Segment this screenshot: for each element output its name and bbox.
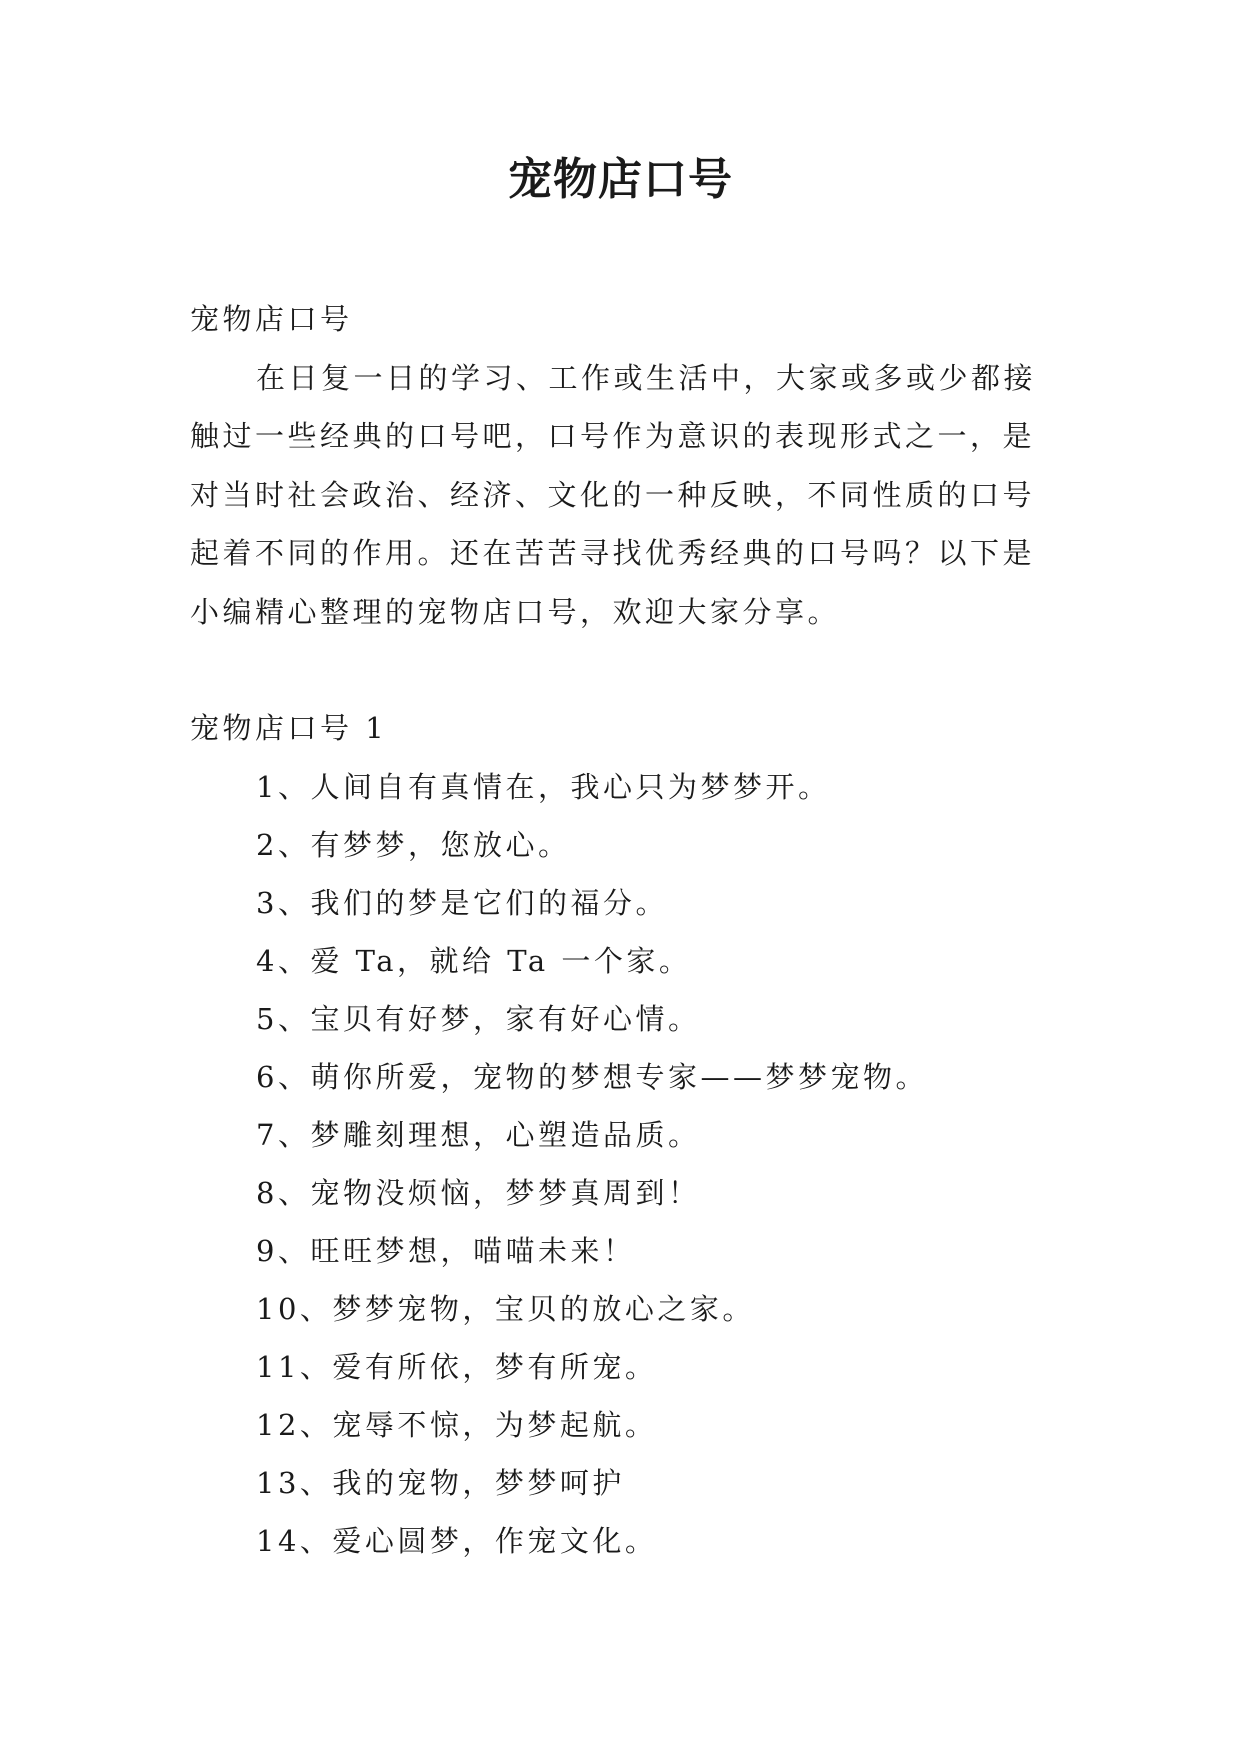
list-item: 6、萌你所爱，宠物的梦想专家——梦梦宠物。 — [256, 1059, 928, 1094]
section-heading: 宠物店口号 1 — [190, 711, 388, 745]
list-item: 10、梦梦宠物，宝贝的放心之家。 — [256, 1291, 755, 1326]
document-title: 宠物店口号 — [508, 154, 733, 205]
list-item: 9、旺旺梦想，喵喵未来！ — [256, 1233, 636, 1268]
intro-line: 对当时社会政治、经济、文化的一种反映，不同性质的口号 — [190, 477, 1036, 512]
intro-line: 小编精心整理的宠物店口号，欢迎大家分享。 — [190, 594, 841, 629]
list-item: 2、有梦梦，您放心。 — [256, 827, 571, 862]
list-item: 14、爱心圆梦，作宠文化。 — [256, 1523, 658, 1558]
intro-paragraph — [190, 349, 1050, 642]
paragraph-spacer — [190, 641, 1050, 699]
intro-line: 触过一些经典的口号吧，口号作为意识的表现形式之一，是 — [190, 419, 1036, 453]
list-item: 3、我们的梦是它们的福分。 — [256, 885, 668, 920]
list-item: 1、人间自有真情在，我心只为梦梦开。 — [256, 769, 831, 804]
list-item: 13、我的宠物，梦梦呵护 — [256, 1465, 625, 1500]
list-item: 11、爱有所依，梦有所宠。 — [256, 1349, 658, 1384]
list-item: 8、宠物没烦恼，梦梦真周到！ — [256, 1175, 701, 1210]
list-item: 5、宝贝有好梦，家有好心情。 — [256, 1001, 701, 1036]
subtitle: 宠物店口号 — [190, 302, 353, 336]
slogan-list — [190, 758, 1050, 1570]
list-item: 4、爱 Ta，就给 Ta 一个家。 — [256, 943, 692, 978]
intro-line: 在日复一日的学习、工作或生活中，大家或多或少都接 — [256, 360, 1037, 395]
intro-line: 起着不同的作用。还在苦苦寻找优秀经典的口号吗？以下是 — [190, 536, 1036, 570]
document-body — [190, 290, 1050, 1570]
list-item: 7、梦雕刻理想，心塑造品质。 — [256, 1117, 701, 1152]
list-item: 12、宠辱不惊，为梦起航。 — [256, 1407, 658, 1442]
